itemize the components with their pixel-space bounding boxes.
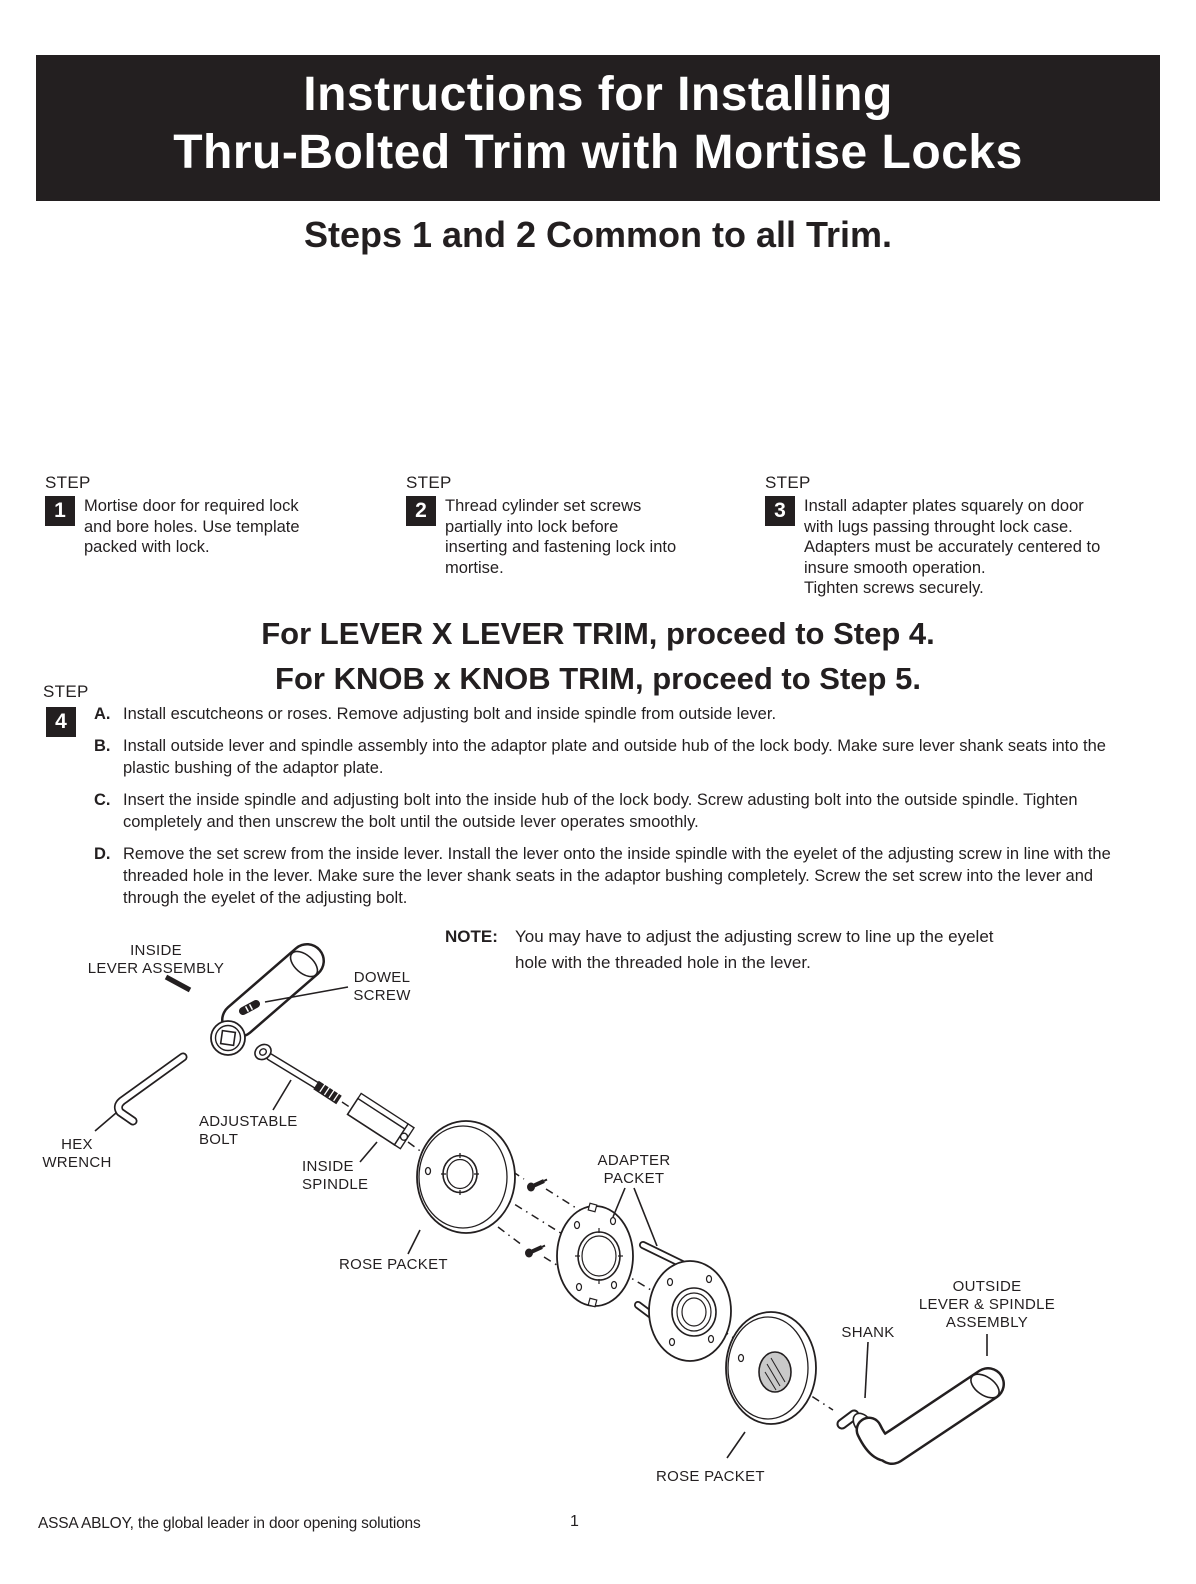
step-4-items	[94, 703, 1114, 919]
adjustable-bolt-drawing	[252, 1041, 339, 1101]
title-banner	[36, 55, 1160, 201]
item-letter: B.	[94, 737, 111, 755]
inside-spindle-drawing	[348, 1093, 414, 1148]
step-1-number-badge: 1	[45, 496, 75, 526]
item-text: Install escutcheons or roses. Remove adjusting bolt and inside spindle from outside lever.	[123, 705, 777, 723]
page-number: 1	[570, 1513, 579, 1530]
page-title-line2: Thru-Bolted Trim with Mortise Locks	[173, 126, 1023, 179]
step-4-item-c	[94, 789, 1114, 833]
footer-tagline: ASSA ABLOY, the global leader in door opening solutions	[38, 1515, 421, 1532]
page-subtitle: Steps 1 and 2 Common to all Trim.	[303, 214, 893, 255]
note-label: NOTE:	[445, 927, 498, 946]
item-letter: A.	[94, 705, 111, 723]
step-3-word: STEP	[765, 473, 811, 492]
diagram-labels	[42, 942, 1055, 1485]
dowel-screw-label-line2: SCREW	[353, 987, 411, 1004]
step-3-number-badge: 3	[765, 496, 795, 526]
shank-label: SHANK	[841, 1324, 895, 1341]
adjustable-bolt-label-line1: ADJUSTABLE	[199, 1113, 298, 1130]
item-text: Insert the inside spindle and adjusting bolt into the inside hub of the lock body. Screw adusting bolt into the outside spindle. Tighten completely and then unscrew the bolt until the outside lever operates smoothly.	[123, 791, 1078, 831]
step-4-word: STEP	[43, 682, 89, 701]
step-2-word: STEP	[406, 473, 452, 492]
exploded-diagram	[36, 930, 1176, 1500]
trim-heading-line2: For KNOB x KNOB TRIM, proceed to Step 5.	[275, 661, 921, 696]
note-line1: You may have to adjust the adjusting screw to line up the eyelet	[515, 927, 994, 946]
step-4-item-b	[94, 735, 1114, 779]
outside-lever-label-line3: ASSEMBLY	[945, 1314, 1029, 1331]
inside-rose-drawing	[417, 1121, 515, 1233]
hex-wrench-label-line2: WRENCH	[42, 1154, 112, 1171]
step-4-item-d	[94, 843, 1114, 909]
step-3-text-2: Tighten screws securely.	[804, 579, 984, 597]
inside-spindle-label-line2: SPINDLE	[302, 1176, 369, 1193]
trim-heading	[36, 611, 1160, 701]
hex-wrench-label-line1: HEX	[61, 1136, 93, 1153]
step-3-text: Install adapter plates squarely on door with lugs passing throught lock case. Adapters must be accurately centered to insure smooth operation.	[804, 497, 1101, 577]
step-3-section	[765, 473, 1110, 599]
adapter-packet-label-line2: PACKET	[603, 1170, 665, 1187]
outside-rose-drawing	[726, 1312, 816, 1424]
item-letter: C.	[94, 791, 111, 809]
dowel-screw-label-line1: DOWEL	[353, 969, 411, 986]
trim-heading-line1: For LEVER X LEVER TRIM, proceed to Step 4.	[261, 616, 935, 651]
inside-rose-label: ROSE PACKET	[339, 1256, 448, 1273]
outside-rose-label: ROSE PACKET	[656, 1468, 765, 1485]
note-line2: hole with the threaded hole in the lever.	[515, 953, 811, 972]
step-1-section	[45, 473, 313, 558]
step-1-text: Mortise door for required lock and bore holes. Use template packed with lock.	[84, 497, 300, 556]
outside-lever-label-line1: OUTSIDE	[952, 1278, 1022, 1295]
outside-lever-label-line2: LEVER & SPINDLE	[918, 1296, 1056, 1313]
page-title-line1: Instructions for Installing	[303, 68, 893, 121]
adapter-packet-label-line1: ADAPTER	[597, 1152, 671, 1169]
step-1-word: STEP	[45, 473, 91, 492]
hex-wrench-drawing	[118, 1057, 183, 1121]
step-2-text: Thread cylinder set screws partially into lock before inserting and fastening lock into mortise.	[445, 497, 677, 577]
adapter-plates-drawing	[557, 1203, 731, 1361]
item-letter: D.	[94, 845, 111, 863]
inside-lever-label-line1: INSIDE	[130, 942, 182, 959]
step-4-number-badge: 4	[46, 707, 76, 737]
step-2-number-badge: 2	[406, 496, 436, 526]
step-4-item-a	[94, 703, 1114, 725]
item-text: Install outside lever and spindle assembly into the adaptor plate and outside hub of the lock body. Make sure lever shank seats into the plastic bushing of the adaptor plate.	[123, 737, 1106, 777]
inside-lever-assembly-drawing	[211, 947, 322, 1055]
inside-lever-label-line2: LEVER ASSEMBLY	[87, 960, 225, 977]
mounting-screws-drawing	[525, 1180, 547, 1258]
step-2-section	[406, 473, 684, 578]
inside-spindle-label-line1: INSIDE	[302, 1158, 354, 1175]
item-text: Remove the set screw from the inside lever. Install the lever onto the inside spindle with the eyelet of the adjusting screw in line with the threaded hole in the lever. Make sure the lever shank seats in the adaptor bushing completely. Screw the set screw into the lever and through the eyelet of the adjusting bolt.	[123, 845, 1111, 907]
adjustable-bolt-label-line2: BOLT	[199, 1131, 239, 1148]
